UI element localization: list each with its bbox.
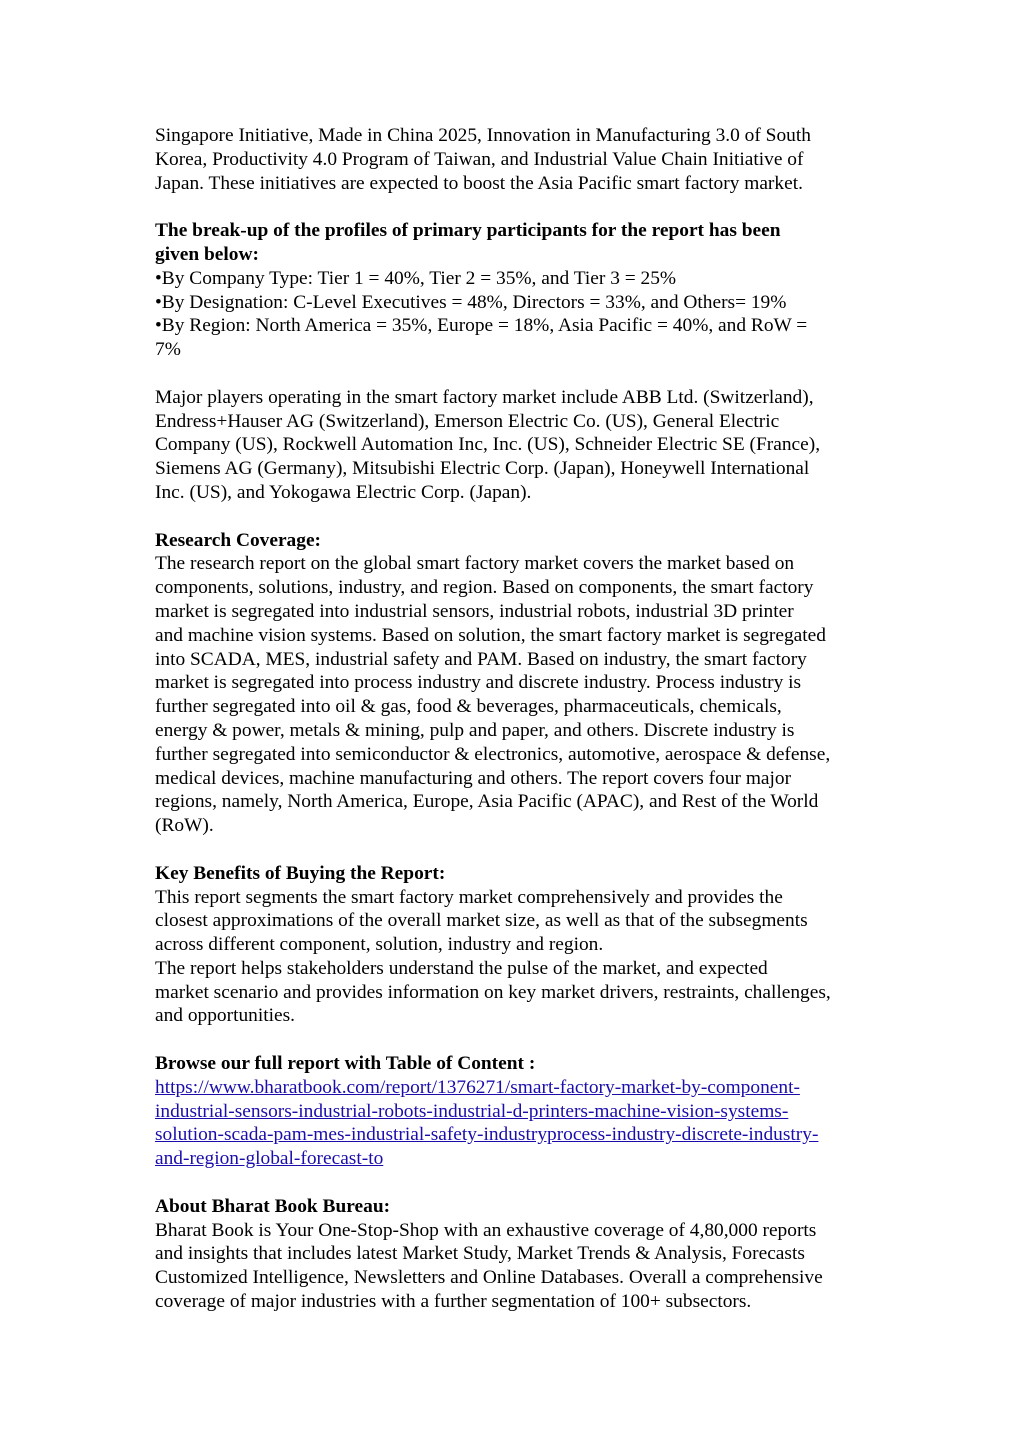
browse-report-heading: Browse our full report with Table of Content :	[155, 1053, 536, 1075]
participants-heading: The break-up of the profiles of primary participants for the report has been given below:	[155, 220, 781, 265]
document-page	[155, 124, 885, 1314]
participants-item-company-type: •By Company Type: Tier 1 = 40%, Tier 2 = 35%, and Tier 3 = 25%	[155, 267, 677, 289]
key-benefits-paragraph-1: This report segments the smart factory market comprehensively and provides the closest approximations of the overall market size, as well as that of the subsegments across different component, solution, industry and region.	[155, 886, 808, 956]
spacer	[155, 195, 885, 219]
about-heading: About Bharat Book Bureau:	[155, 1195, 391, 1217]
spacer	[155, 1028, 885, 1052]
participants-item-region: •By Region: North America = 35%, Europe = 18%, Asia Pacific = 40%, and RoW = 7%	[155, 315, 808, 361]
spacer	[155, 505, 885, 529]
major-players-paragraph: Major players operating in the smart factory market include ABB Ltd. (Switzerland), Endress+Hauser AG (Switzerland), Emerson Electric Co. (US), General Electric Company (US), Rockwell Automation Inc, Inc. (US), Schneider Electric SE (France), Siemens AG (Germany), Mitsubishi Electric Corp. (Japan), Honeywell International Inc. (US), and Yokogawa Electric Corp. (Japan).	[155, 386, 821, 503]
about-paragraph: Bharat Book is Your One-Stop-Shop with an exhaustive coverage of 4,80,000 reports and insights that includes latest Market Study, Market Trends & Analysis, Forecasts Customized Intelligence, Newsletters and Online Databases. Overall a comprehensive coverage of major industries with a further segmentation of 100+ subsectors.	[155, 1219, 823, 1313]
report-link[interactable]: https://www.bharatbook.com/report/1376271/smart-factory-market-by-component- industrial-sensors-industrial-robots-industrial-d-printers-machine-vision-systems- solution-scada-pam-mes-industrial-safety-industryprocess-industry-discrete-industry- and-region-global-forecast-to	[155, 1076, 819, 1170]
spacer	[155, 838, 885, 862]
key-benefits-heading: Key Benefits of Buying the Report:	[155, 862, 446, 884]
key-benefits-paragraph-2: The report helps stakeholders understand the pulse of the market, and expected market scenario and provides information on key market drivers, restraints, challenges, and opportunities.	[155, 957, 831, 1027]
participants-item-designation: •By Designation: C-Level Executives = 48%, Directors = 33%, and Others= 19%	[155, 291, 787, 313]
research-coverage-paragraph: The research report on the global smart factory market covers the market based on components, solutions, industry, and region. Based on components, the smart factory market is segregated into industrial sensors, industrial robots, industrial 3D printer and machine vision systems. Based on solution, the smart factory market is segregated into SCADA, MES, industrial safety and PAM. Based on industry, the smart factory market is segregated into process industry and discrete industry. Process industry is further segregated into oil & gas, food & beverages, pharmaceuticals, chemicals, energy & power, metals & mining, pulp and paper, and others. Discrete industry is further segregated into semiconductor & electronics, automotive, aerospace & defense, medical devices, machine manufacturing and others. The report covers four major regions, namely, North America, Europe, Asia Pacific (APAC), and Rest of the World (RoW).	[155, 553, 831, 837]
intro-paragraph: Singapore Initiative, Made in China 2025, Innovation in Manufacturing 3.0 of South Korea, Productivity 4.0 Program of Taiwan, and Industrial Value Chain Initiative of Japan. These initiatives are expected to boost the Asia Pacific smart factory market.	[155, 125, 811, 194]
spacer	[155, 362, 885, 386]
spacer	[155, 1171, 885, 1195]
research-coverage-heading: Research Coverage:	[155, 529, 322, 551]
